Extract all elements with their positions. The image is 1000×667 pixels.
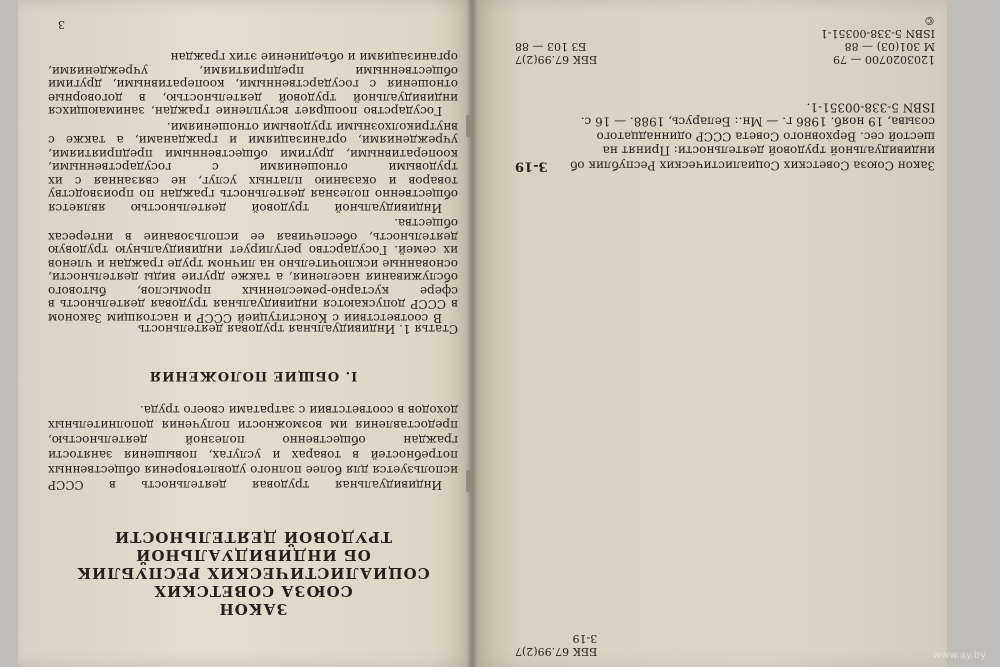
title-line-3: СОЦИАЛИСТИЧЕСКИХ РЕСПУБЛИК [76, 564, 430, 582]
staple-top [466, 115, 472, 137]
imprint-m-code: М 301(03) — 88 [844, 40, 935, 53]
page-number: 3 [58, 18, 65, 31]
section-heading: I. ОБЩИЕ ПОЛОЖЕНИЯ [148, 368, 358, 383]
site-watermark: www.ay.by [933, 650, 986, 661]
body-paragraph-1: В соответствии с Конституцией СССР и настоящим Законом в СССР допускаются индивидуальная трудовая деятельность в сфере кустарно-ремесленных промыслов, бытового обслуживания населения, а также другие виды деятельности, основанные исключительно на личном труде граждан и членов их семей. Государство регулирует индивидуальную трудовую деятельность, обеспечивая ее использование в интересах общества. [48, 216, 458, 325]
article-heading: Статья 1. Индивидуальная трудовая деятельность [137, 322, 458, 336]
left-page [18, 0, 475, 667]
title-line-2: СОЮЗА СОВЕТСКИХ [153, 582, 353, 600]
bbk-index-line: 3-19 [572, 632, 598, 645]
bibliographic-description [515, 100, 935, 173]
title-line-4: ОБ ИНДИВИДУАЛЬНОЙ [135, 546, 371, 564]
title-line-1: ЗАКОН [218, 600, 288, 618]
catalog-index: З-19 [515, 158, 548, 174]
staple-bottom [466, 470, 472, 492]
copyright-sign: © [924, 14, 935, 27]
bbk-code-top [515, 632, 597, 658]
book-gutter [466, 0, 478, 667]
imprint-code: 1203020700 — 79 [833, 53, 935, 66]
bbk-line: ББК 67.99(2)7 [515, 645, 598, 658]
isbn-inline: ISBN 5-338-00351-1. [806, 100, 935, 115]
title-line-5: ТРУДОВОЙ ДЕЯТЕЛЬНОСТИ [114, 528, 392, 546]
imprint-bbk: ББК 67.99(2)7 [515, 53, 598, 66]
imprint-isbn: ISBN 5-338-00351-1 [820, 27, 935, 40]
body-paragraph-3: Государство поощряет вступление граждан, занимающихся индивидуальной трудовой деятельностью, в договорные отношения с государственными, кооперативными, другими общественными предприятиями, учреждениями, организациями и объединение этих граждан [48, 50, 458, 119]
law-title [48, 528, 458, 618]
body-paragraph-2: Индивидуальной трудовой деятельностью является общественно полезная деятельность граждан по производству товаров и оказанию платных услуг, не связанная с их трудовыми отношениями с государственными, кооперативными, другими общественными предприятиями, учреждениями, организациями и гражданами, а также с внутриколхозными трудовыми отношениями. [48, 120, 458, 215]
right-page [475, 0, 947, 667]
description-text: Закон Союза Советских Социалистических Республик об индивидуальной трудовой деятельности: Принят на шестой сес. Верховного Совета СССР одиннадцатого созыва, 19 нояб. 1986 г. — Мн.: Беларусь, 1988. — 16 с. [570, 115, 935, 173]
imprint-plan: БЗ 103 — 88 [515, 40, 587, 53]
article-body [48, 50, 458, 324]
preamble: Индивидуальная трудовая деятельность в СССР используется для более полного удовлетворения общественных потребностей в товарах и услугах, повышения занятости граждан общественно полезной деятельностью, предоставления им возможности получения дополнительных доходов в соответствии с затратами своего труда. [48, 403, 458, 492]
imprint-block [515, 14, 935, 66]
